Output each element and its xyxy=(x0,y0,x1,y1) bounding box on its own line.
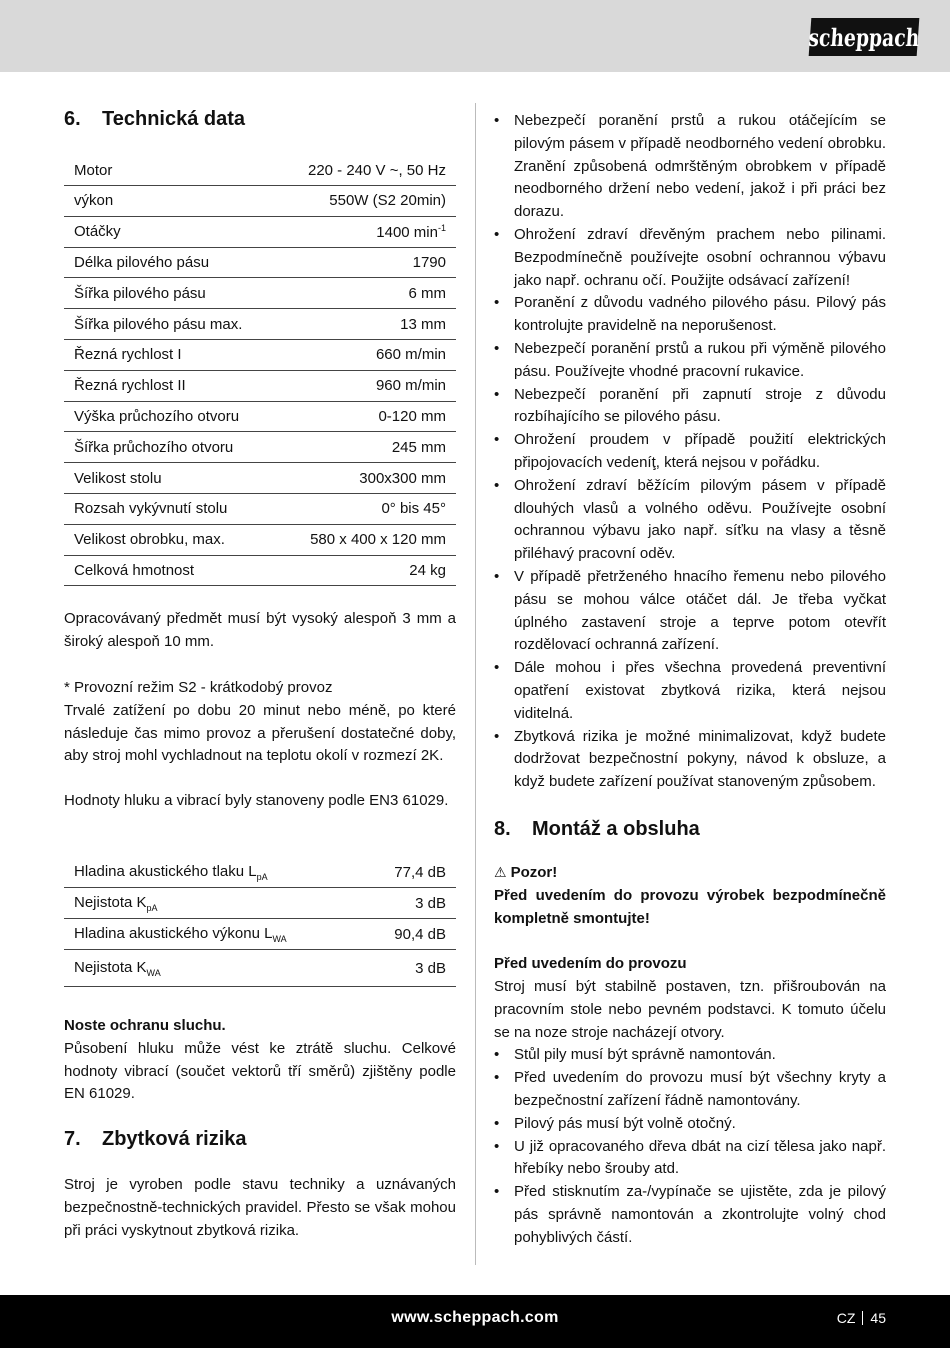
risk-item: • Nebezpečí poranění při zapnutí stroje z důvodu rozbíhajícího se pilového pásu. xyxy=(494,384,886,430)
spec-value: 0-120 mm xyxy=(378,407,446,425)
spec-label: Šířka pilového pásu xyxy=(74,284,206,302)
risk-item: • Ohrožení zdraví dřevěným prachem nebo pilinami. Bezpodmínečně používejte osobní ochrannou výbavu jako např. ochranu očí. Použijte odsávací zařízení! xyxy=(494,224,886,292)
spec-value: 580 x 400 x 120 mm xyxy=(310,531,446,549)
risk-item: • Ohrožení proudem v případě použití elektrických připojovacích vedeníţ, která nejsou v pořádku. xyxy=(494,429,886,475)
spec-label: výkon xyxy=(74,192,114,210)
spec-value: 0° bis 45° xyxy=(381,500,446,518)
section-7-heading: 7. Zbytková rizika xyxy=(64,1128,247,1150)
spec-value: 24 kg xyxy=(409,561,446,579)
technical-data-table xyxy=(64,155,456,586)
spec-row xyxy=(64,278,456,309)
before-title: Před uvedením do provozu xyxy=(494,955,687,973)
warning-block xyxy=(494,861,886,930)
noise-row xyxy=(64,950,456,987)
risk-item: • Nebezpečí poranění prstů a rukou při výměně pilového pásu. Používejte vhodné pracovní rukavice. xyxy=(494,338,886,384)
noise-value: 77,4 dB xyxy=(394,863,446,881)
mode-note-title: * Provozní režim S2 - krátkodobý provoz xyxy=(64,679,333,696)
spec-value: 1400 $\min^{-1}$ xyxy=(376,222,446,241)
spec-value: 660 m/min xyxy=(375,346,446,364)
section-7-text: Stroj je vyroben podle stavu techniky a uznávaných bezpečnostně-technických pravidel. Přesto se však mohou při práci vyskytnout zbytková rizika. xyxy=(64,1176,456,1239)
spec-row xyxy=(64,402,456,433)
scheppach-logo: scheppach xyxy=(809,18,920,56)
noise-label: Nejistota $K_{WA}$ xyxy=(74,958,161,978)
hearing-protection xyxy=(64,1015,456,1106)
before-operation-block xyxy=(494,953,886,1044)
section-6-heading: 6. Technická data xyxy=(64,108,246,130)
spec-row xyxy=(64,525,456,556)
operating-mode-note xyxy=(64,677,456,768)
spec-value: 960 m/min xyxy=(375,377,446,395)
check-item: • Před stisknutím za-/vypínače se ujistěte, zda je pilový pás správně namontován a zkontrolujte volný chod pohyblivých částí. xyxy=(494,1181,886,1249)
spec-row xyxy=(64,371,456,402)
page-indicator xyxy=(837,1310,886,1326)
noise-table xyxy=(64,857,456,987)
spec-row xyxy=(64,155,456,186)
check-item: • U již opracovaného dřeva dbát na cizí tělesa jako např. hřebíky nebo šrouby atd. xyxy=(494,1136,886,1182)
spec-row xyxy=(64,248,456,279)
risk-item: • Ohrožení zdraví běžícím pilovým pásem v případě dlouhých vlasů a volného oděvu. Používejte osobní ochrannou výbavu jako např. síťku na vlasy a těsně přiléhavý pracovní oděv. xyxy=(494,475,886,566)
spec-value: 550W (S2 20min) xyxy=(329,192,446,210)
spec-value: 13 mm xyxy=(400,315,446,333)
noise-value: 3 dB xyxy=(415,959,446,977)
spec-row xyxy=(64,432,456,463)
spec-label: Výška průchozího otvoru xyxy=(74,407,240,425)
spec-label: Délka pilového pásu xyxy=(74,253,210,271)
hearing-text: Působení hluku může vést ke ztrátě sluchu. Celkové hodnoty vibrací (součet vektorů tří směrů) zjištěny podle EN 61029. xyxy=(64,1039,456,1103)
spec-row xyxy=(64,309,456,340)
spec-row xyxy=(64,186,456,217)
risk-item: • Nebezpečí poranění prstů a rukou otáčejícím se pilovým pásem v případě neodborného vedení obrobku. Zranění způsobená odmrštěným obrobkem v případě neodborného držení nebo vedení, jakož i při práci bez dorazu. xyxy=(494,110,886,224)
right-column xyxy=(494,110,886,1250)
spec-value: 245 mm xyxy=(391,438,446,456)
spec-value: 220 - 240 V ~, 50 Hz xyxy=(307,161,446,179)
noise-row xyxy=(64,888,456,919)
spec-label: Šířka průchozího otvoru xyxy=(74,438,234,456)
spec-label: Rozsah vykývnutí stolu xyxy=(74,500,228,518)
section-8-heading: 8. Montáž a obsluha xyxy=(494,817,700,840)
check-list xyxy=(494,1044,886,1249)
spec-row xyxy=(64,494,456,525)
footer-separator xyxy=(862,1311,863,1325)
spec-label: Velikost obrobku, max. xyxy=(74,531,225,549)
noise-label: Nejistota $K_{pA}$ xyxy=(74,893,158,913)
spec-label: Otáčky xyxy=(74,223,121,241)
footer-url[interactable]: www.scheppach.com xyxy=(391,1309,559,1326)
spec-label: Řezná rychlost II xyxy=(74,377,186,395)
footer xyxy=(0,1295,950,1348)
spec-value: 300x300 mm xyxy=(359,469,446,487)
hearing-title: Noste ochranu sluchu. xyxy=(64,1017,226,1034)
noise-value: 3 dB xyxy=(415,894,446,912)
spec-label: Řezná rychlost I xyxy=(74,346,182,364)
spec-row xyxy=(64,340,456,371)
spec-label: Celková hmotnost xyxy=(74,561,195,579)
noise-label: Hladina akustického tlaku $L_{pA}$ xyxy=(74,862,268,882)
before-text: Stroj musí být stabilně postaven, tzn. přišroubován na pracovním stole nebo pevném podstavci. K tomuto účelu se na noze stroje nacházejí otvory. xyxy=(494,978,886,1041)
check-item: • Stůl pily musí být správně namontován. xyxy=(494,1044,886,1067)
warning-title: ⚠ Pozor! xyxy=(494,863,558,881)
column-divider xyxy=(475,103,476,1265)
warning-text: Před uvedením do provozu výrobek bezpodmínečně kompletně smontujte! xyxy=(494,886,886,927)
spec-label: Motor xyxy=(74,161,113,179)
risk-item: • Poranění z důvodu vadného pilového pásu. Pilový pás kontrolujte pravidelně na neporušenost. xyxy=(494,292,886,338)
top-bar xyxy=(0,0,950,72)
check-item: • Před uvedením do provozu musí být všechny kryty a bezpečnostní zařízení řádně namontovány. xyxy=(494,1067,886,1113)
spec-row xyxy=(64,463,456,494)
noise-row xyxy=(64,857,456,888)
spec-row xyxy=(64,217,456,248)
spec-value: 6 mm xyxy=(408,284,446,302)
spec-value: 1790 xyxy=(412,253,446,271)
workpiece-note: Opracovávaný předmět musí být vysoký alespoň 3 mm a široký alespoň 10 mm. xyxy=(64,610,456,650)
noise-value: 90,4 dB xyxy=(394,925,446,943)
risk-item: • Zbytková rizika je možné minimalizovat, když budete dodržovat bezpečnostní pokyny, návod k obsluze, a když budete zařízení používat stanoveným způsobem. xyxy=(494,726,886,794)
spec-label: Velikost stolu xyxy=(74,469,162,487)
warning-triangle-icon: ⚠ xyxy=(494,863,507,880)
noise-row xyxy=(64,919,456,950)
spec-label: Šířka pilového pásu max. xyxy=(74,315,243,333)
spec-row xyxy=(64,556,456,587)
risk-item: • Dále mohou i přes všechna provedená preventivní opatření existovat zbytková rizika, která nejsou viditelná. xyxy=(494,657,886,725)
noise-label: Hladina akustického výkonu $L_{WA}$ xyxy=(74,924,287,944)
check-item: • Pilový pás musí být volně otočný. xyxy=(494,1113,886,1136)
mode-note-text: Trvalé zatížení po dobu 20 minut nebo méně, po které následuje čas mimo provoz a přerušení dostatečné doby, aby stroj mohl vychladnout na teplotu okolí v rozmezí 2K. xyxy=(64,701,456,765)
language-code: CZ xyxy=(836,1310,856,1326)
page-number: 45 xyxy=(870,1310,886,1326)
risk-list xyxy=(494,110,886,794)
risk-item: • V případě přetrženého hnacího řemenu nebo pilového pásu se mohou válce otáčet dál. Je třeba vyčkat úplného zastavení stroje a teprve potom otevřít rozdělovací ochranná zařízení. xyxy=(494,566,886,657)
noise-intro: Hodnoty hluku a vibrací byly stanoveny podle EN3 61029. xyxy=(64,792,449,809)
